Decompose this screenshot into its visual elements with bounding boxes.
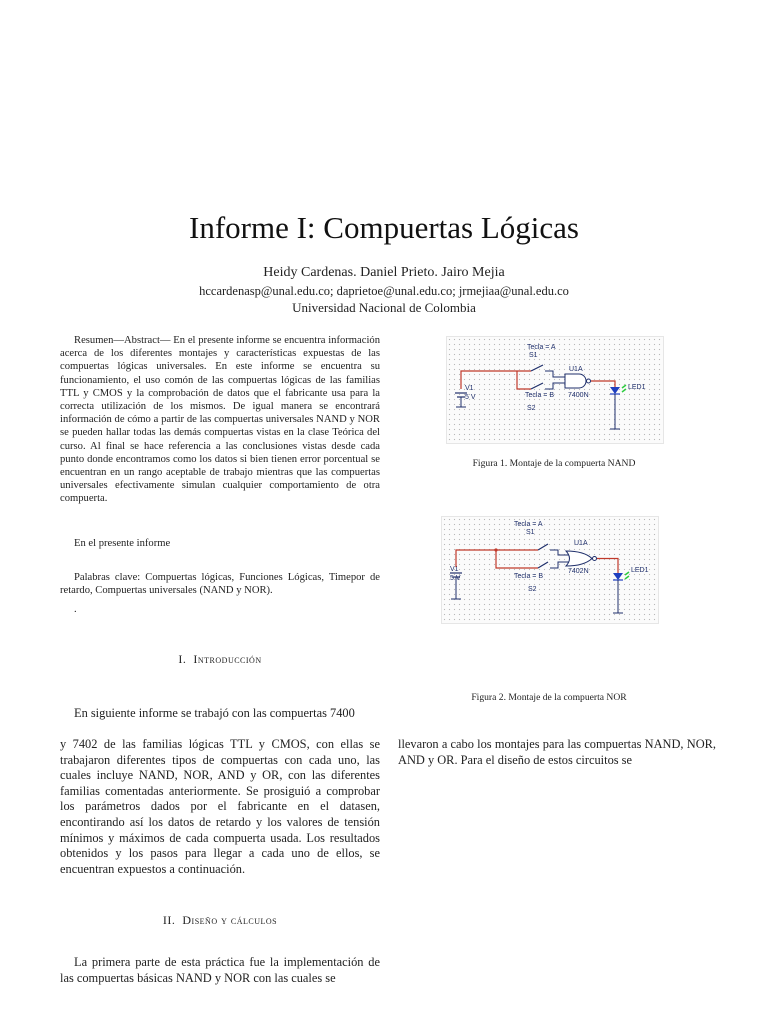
led-label: LED1 (628, 384, 646, 391)
intro-paragraph: y 7402 de las familias lógicas TTL y CMOS, con ellas se trabajaron diferentes tipos de compuertas con cada uno, las cuales incluye NAND, NOR, AND y OR, con las diferentes familias comentadas anteriormente. Se prosiguió a comprobar los parámetros dados por el fabricante en el datasen, encontirando así los datos de retardo y los valores de tensión mínimos y máximos de cada compuerta usada. Los resultados obtenidos y los pasos para llegar a cada uno de ellos, se encuentran expuestos a continuación. (60, 737, 380, 876)
led-light-ray (622, 385, 626, 388)
intro-lead-paragraph: En siguiente informe se trabajó con las compuertas 7400 (74, 706, 355, 720)
switch-s2 (538, 562, 548, 568)
led-diode (613, 573, 623, 580)
section-number: I. (178, 652, 187, 666)
nor-circuit-diagram (442, 517, 658, 623)
chip-label: 7402N (568, 568, 589, 575)
vcc-wire (456, 550, 538, 567)
section-title: Introducción (193, 652, 262, 666)
output-wire (597, 559, 618, 574)
switch-s1 (538, 544, 548, 550)
output-wire (591, 381, 615, 387)
paper-authors: Heidy Cardenas. Daniel Prieto. Jairo Mejia (263, 265, 505, 280)
key-b-label: Tecla = B (525, 392, 554, 399)
voltage-label: 5 V (450, 575, 461, 582)
stray-dot: . (74, 604, 77, 615)
chip-label: 7400N (568, 392, 589, 399)
s2-label: S2 (528, 586, 537, 593)
led-diode (610, 387, 620, 394)
switch-s1 (531, 365, 543, 371)
input-b-wire (545, 383, 565, 389)
figure-2-caption: Figura 2. Montaje de la compuerta NOR (471, 692, 627, 703)
section-title: Diseño y cálculos (182, 913, 278, 927)
nand-gate (565, 374, 586, 388)
nor-gate (566, 551, 592, 566)
v1-label: V1 (465, 385, 474, 392)
input-a-wire (545, 371, 565, 377)
led-label: LED1 (631, 567, 649, 574)
paper-title: Informe I: Compuertas Lógicas (189, 210, 579, 245)
keywords: Palabras clave: Compuertas lógicas, Funciones Lógicas, Timepor de retardo, Compuertas universales (NAND y NOR). (60, 572, 380, 597)
nand-circuit-diagram (447, 337, 663, 443)
section-heading-design (60, 913, 380, 928)
s1-label: S1 (526, 529, 535, 536)
voltage-label: 5 V (465, 394, 476, 401)
design-paragraph: La primera parte de esta práctica fue la implementación de las compuertas básicas NAND y NOR con las cuales se (60, 955, 380, 985)
abstract-extra: En el presente informe (74, 538, 171, 549)
key-a-label: Tecla = A (514, 521, 543, 528)
vcc-branch-wire (496, 550, 538, 568)
led-light-ray (622, 389, 626, 392)
nor-bubble (593, 557, 597, 561)
nand-bubble (587, 379, 591, 383)
led-light-ray (625, 572, 629, 575)
figure-1-nand-circuit (446, 336, 664, 444)
abstract: Resumen—Abstract— En el presente informe se encuentra información acerca de los diferentes montajes y características expuestas de las compuertas lógicas universales. En este informe se encuentra su funcionamiento, el uso comón de las compuertas lógicas de las familias TTL y CMOS y la comprobación de datos que el fabricante usa para la correcta utilización de los mismos. De igual manera se encontrará información de cómo a partir de las compuertas universales NAND y NOR se pueden hallar todas las demás compuertas vistas en la clase Teórica del curso. Al final se hace referencia a las conclusiones vistas desde cada punto donde encontramos como los datos si bien tienen error porcentual se encuentran en un rango aceptable de trabajo mientras que las compuertas universales efectivamente simulan cualquier comportamiento de otra compuerta. (60, 335, 380, 505)
switch-s2 (531, 383, 543, 389)
u1a-label: U1A (569, 366, 583, 373)
vcc-branch-wire (517, 371, 531, 389)
s2-label: S2 (527, 405, 536, 412)
key-b-label: Tecla = B (514, 573, 543, 580)
section-number: II. (162, 913, 176, 927)
v1-label: V1 (450, 566, 459, 573)
u1a-label: U1A (574, 540, 588, 547)
s1-label: S1 (529, 352, 538, 359)
right-column-paragraph: llevaron a cabo los montajes para las compuertas NAND, NOR, AND y OR. Para el diseño de estos circuitos se (398, 737, 716, 767)
junction-dot (494, 548, 497, 551)
figure-2-nor-circuit (441, 516, 659, 624)
affiliation: Universidad Nacional de Colombia (292, 300, 476, 315)
figure-1-caption: Figura 1. Montaje de la compuerta NAND (472, 458, 636, 469)
key-a-label: Tecla = A (527, 344, 556, 351)
led-light-ray (625, 576, 629, 579)
section-heading-intro (60, 652, 380, 667)
author-emails: hccardenasp@unal.edu.co; daprietoe@unal.edu.co; jrmejiaa@unal.edu.co (199, 284, 569, 298)
